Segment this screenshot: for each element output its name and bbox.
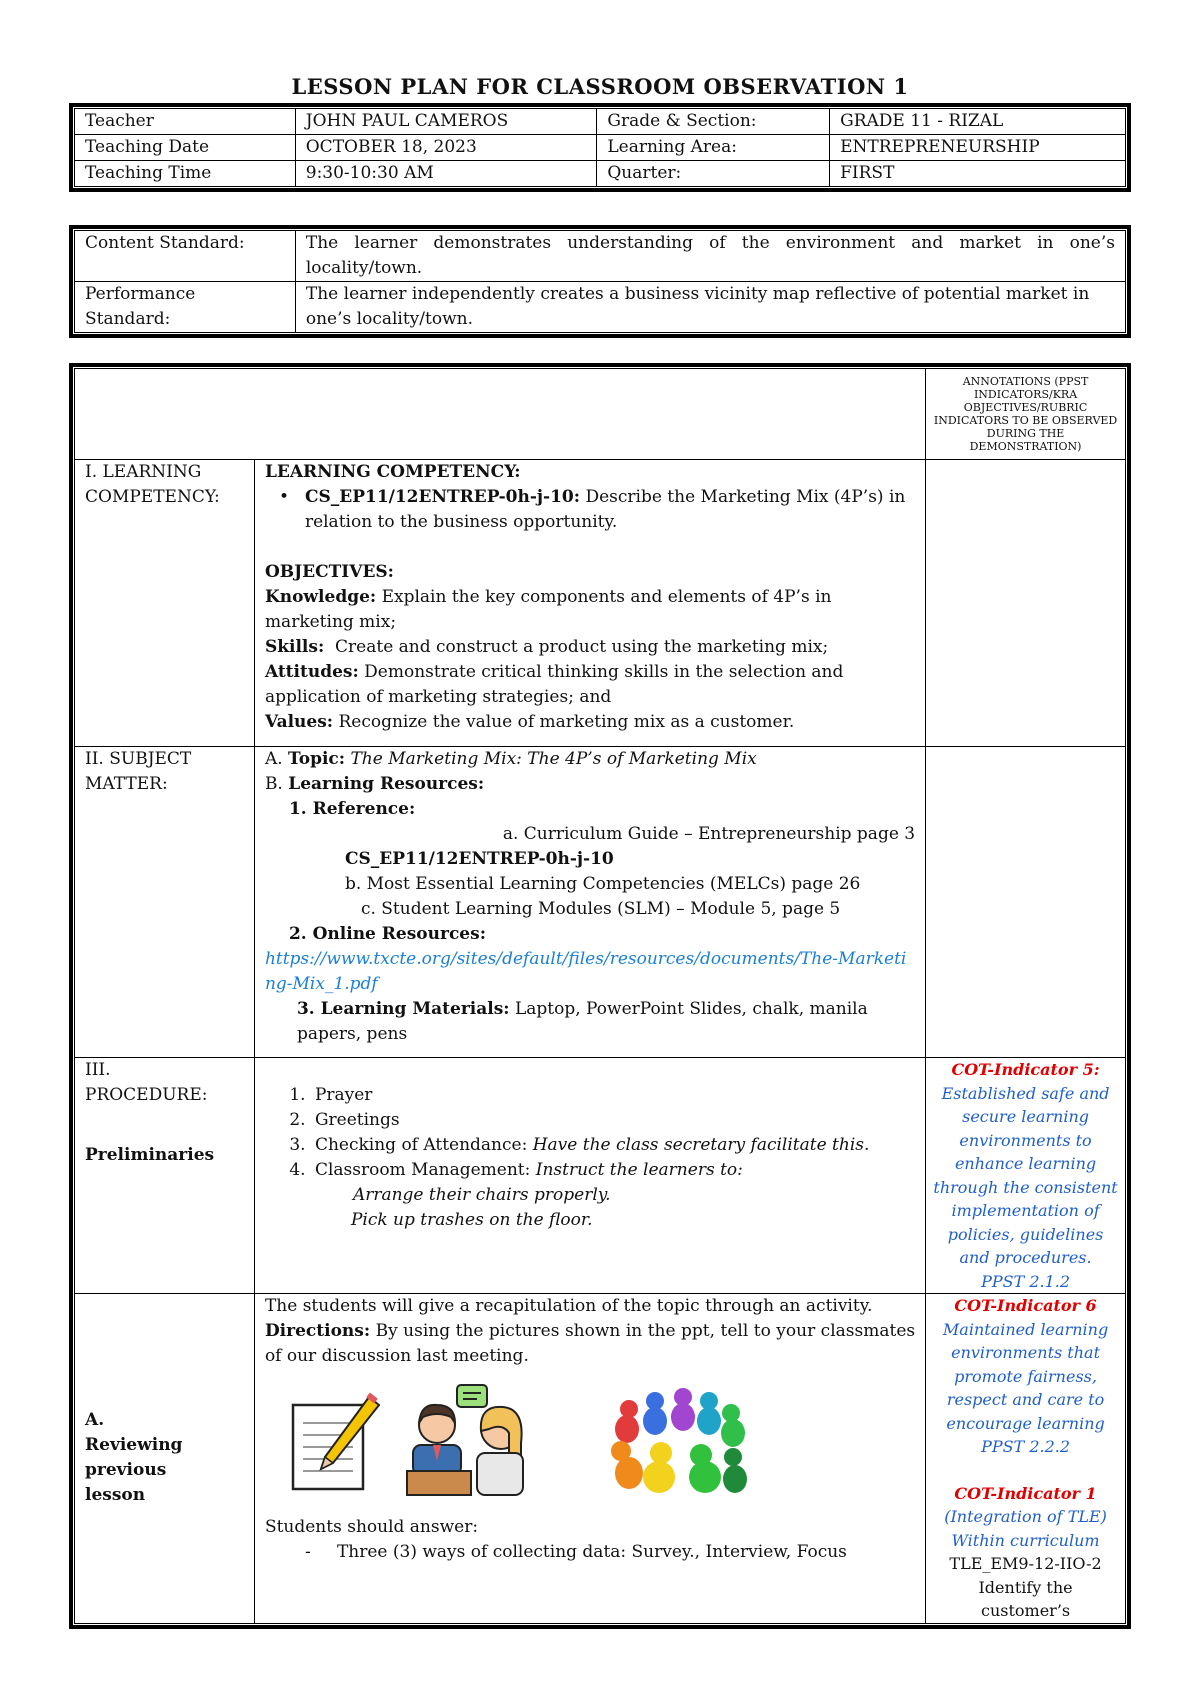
table-row bbox=[75, 109, 1126, 135]
annotations-header: ANNOTATIONS (PPST INDICATORS/KRA OBJECTIVES/RUBRIC INDICATORS TO BE OBSERVED DURING THE DEMONSTRATION) bbox=[926, 369, 1126, 460]
procedure-label-line2: PROCEDURE: bbox=[85, 1085, 208, 1105]
review-intro: The students will give a recapitulation of the topic through an activity. bbox=[264, 1296, 873, 1316]
time-value: 9:30-10:30 AM bbox=[295, 161, 597, 187]
skills-text: Create and construct a product using the marketing mix; bbox=[335, 637, 829, 657]
page-title: LESSON PLAN FOR CLASSROOM OBSERVATION 1 bbox=[291, 74, 909, 99]
directions-text: By using the pictures shown in the ppt, tell to your classmates of our discussion last meeting. bbox=[264, 1321, 916, 1366]
cot-indicator-5-title: COT-Indicator 5: bbox=[951, 1060, 1100, 1079]
knowledge-text: Explain the key components and elements of 4P’s in marketing mix; bbox=[264, 587, 832, 632]
materials-label: 3. Learning Materials: bbox=[296, 999, 510, 1019]
table-row bbox=[75, 747, 1126, 1058]
online-resources-label: 2. Online Resources: bbox=[288, 924, 486, 944]
review-content bbox=[254, 1294, 925, 1624]
quarter-label: Quarter: bbox=[597, 161, 830, 187]
knowledge-label: Knowledge: bbox=[264, 587, 377, 607]
table-row bbox=[75, 231, 1126, 282]
subject-annotation bbox=[926, 747, 1126, 1058]
reference-a-code: CS_EP11/12ENTREP-0h-j-10 bbox=[344, 849, 614, 869]
quarter-value: FIRST bbox=[830, 161, 1126, 187]
cot-indicator-1-text: Identify the customer’s bbox=[978, 1577, 1073, 1620]
procedure-content bbox=[254, 1058, 925, 1294]
group-discussion-icon bbox=[605, 1387, 751, 1495]
attitudes-label: Attitudes: bbox=[264, 662, 359, 682]
reference-label: 1. Reference: bbox=[288, 799, 416, 819]
performance-label-line1: Performance bbox=[85, 284, 196, 304]
date-value: OCTOBER 18, 2023 bbox=[295, 135, 597, 161]
directions-label: Directions: bbox=[264, 1321, 371, 1341]
cot-indicator-6-ref: PPST 2.2.2 bbox=[981, 1437, 1071, 1456]
cot-indicator-6-title: COT-Indicator 6 bbox=[954, 1296, 1097, 1315]
cot-indicator-6-body: Maintained learning environments that promote fairness, respect and care to encourage learning bbox=[942, 1319, 1109, 1433]
grade-label: Grade & Section: bbox=[597, 109, 830, 135]
topic-text: The Marketing Mix: The 4P’s of Marketing Mix bbox=[350, 749, 757, 769]
grade-value: GRADE 11 - RIZAL bbox=[830, 109, 1126, 135]
table-row bbox=[75, 1058, 1126, 1294]
values-text: Recognize the value of marketing mix as a customer. bbox=[338, 712, 795, 732]
instruction-2: Pick up trashes on the floor. bbox=[350, 1210, 593, 1230]
attendance-note: Have the class secretary facilitate this. bbox=[532, 1135, 870, 1155]
online-resource-link[interactable]: https://www.txcte.org/sites/default/files/resources/documents/The-Marketing-Mix_1.pdf bbox=[264, 949, 907, 994]
preliminaries-label: Preliminaries bbox=[85, 1145, 215, 1165]
competency-content bbox=[254, 460, 925, 747]
header-blank-cell bbox=[75, 369, 926, 460]
table-row bbox=[75, 1294, 1126, 1624]
teacher-value: JOHN PAUL CAMEROS bbox=[295, 109, 597, 135]
table-row bbox=[75, 161, 1126, 187]
performance-standard: The learner independently creates a business vicinity map reflective of potential market in one’s locality/town. bbox=[295, 282, 1125, 333]
management-label: Classroom Management: bbox=[314, 1160, 531, 1180]
list-item: 2. Greetings bbox=[311, 1108, 915, 1133]
lesson-table bbox=[74, 368, 1126, 1624]
reference-c: c. Student Learning Modules (SLM) – Module 5, page 5 bbox=[360, 899, 841, 919]
values-label: Values: bbox=[264, 712, 334, 732]
cot-indicator-5-ref: PPST 2.1.2 bbox=[981, 1271, 1071, 1291]
competency-desc: Describe the Marketing Mix (4P’s) in relation to the business opportunity. bbox=[304, 487, 906, 532]
competency-label: I. LEARNING COMPETENCY: bbox=[75, 460, 255, 747]
competency-list bbox=[265, 485, 915, 535]
procedure-annotation bbox=[926, 1058, 1126, 1294]
list-item: 1. Prayer bbox=[311, 1083, 915, 1108]
competency-annotation bbox=[926, 460, 1126, 747]
table-row bbox=[75, 369, 1126, 460]
preliminaries-list bbox=[265, 1083, 915, 1233]
header-table bbox=[74, 108, 1126, 187]
competency-code: CS_EP11/12ENTREP-0h-j-10: bbox=[304, 487, 581, 507]
topic-label: Topic: bbox=[288, 749, 346, 769]
resources-label: Learning Resources: bbox=[288, 774, 485, 794]
reference-b: b. Most Essential Learning Competencies (MELCs) page 26 bbox=[344, 874, 861, 894]
table-row bbox=[75, 282, 1126, 333]
review-label: A. Reviewing previous lesson bbox=[85, 1410, 183, 1506]
standards-table bbox=[74, 230, 1126, 333]
reference-a: a. Curriculum Guide – Entrepreneurship page 3 bbox=[502, 824, 916, 844]
performance-standard-label bbox=[75, 282, 296, 333]
content-standard-label: Content Standard: bbox=[75, 231, 296, 282]
review-annotation bbox=[926, 1294, 1126, 1624]
cot-indicator-1-code: TLE_EM9-12-IIO-2 bbox=[949, 1554, 1102, 1573]
management-note: Instruct the learners to: bbox=[535, 1160, 743, 1180]
table-row bbox=[75, 460, 1126, 747]
notepad-icon bbox=[283, 1391, 387, 1495]
answer-label: Students should answer: bbox=[264, 1517, 479, 1537]
subject-label: II. SUBJECT MATTER: bbox=[75, 747, 255, 1058]
area-label: Learning Area: bbox=[597, 135, 830, 161]
date-label: Teaching Date bbox=[75, 135, 296, 161]
objectives-heading: OBJECTIVES: bbox=[264, 562, 394, 582]
table-row bbox=[75, 135, 1126, 161]
procedure-label-line1: III. bbox=[85, 1060, 111, 1080]
performance-label-line2: Standard: bbox=[85, 309, 171, 329]
teacher-label: Teacher bbox=[75, 109, 296, 135]
cot-indicator-1-body: (Integration of TLE) Within curriculum bbox=[944, 1507, 1107, 1550]
list-item bbox=[311, 1158, 915, 1233]
competency-heading: LEARNING COMPETENCY: bbox=[264, 462, 521, 482]
content-standard: The learner demonstrates understanding of the environment and market in one’s locality/town. bbox=[295, 231, 1125, 282]
resources-prefix: B. bbox=[264, 774, 283, 794]
review-label-cell bbox=[75, 1294, 255, 1624]
cot-indicator-5-body: Established safe and secure learning environments to enhance learning through the consistent implementation of policies, guidelines and procedures. bbox=[933, 1083, 1118, 1267]
review-pictures bbox=[265, 1383, 915, 1501]
list-item bbox=[311, 1133, 915, 1158]
materials-text: Laptop, PowerPoint Slides, chalk, manila papers, pens bbox=[296, 999, 868, 1044]
cot-indicator-1-title: COT-Indicator 1 bbox=[954, 1483, 1097, 1503]
instruction-1: Arrange their chairs properly. bbox=[352, 1185, 611, 1205]
interview-icon bbox=[405, 1383, 535, 1499]
time-label: Teaching Time bbox=[75, 161, 296, 187]
attendance-label: Checking of Attendance: bbox=[314, 1135, 528, 1155]
attitudes-text: Demonstrate critical thinking skills in the selection and application of marketing strategies; and bbox=[264, 662, 844, 707]
answer-1: - Three (3) ways of collecting data: Survey., Interview, Focus bbox=[265, 1540, 915, 1565]
topic-prefix: A. bbox=[264, 749, 283, 769]
subject-content bbox=[254, 747, 925, 1058]
skills-label: Skills: bbox=[264, 637, 325, 657]
procedure-label bbox=[75, 1058, 255, 1294]
area-value: ENTREPRENEURSHIP bbox=[830, 135, 1126, 161]
list-item bbox=[305, 485, 915, 535]
